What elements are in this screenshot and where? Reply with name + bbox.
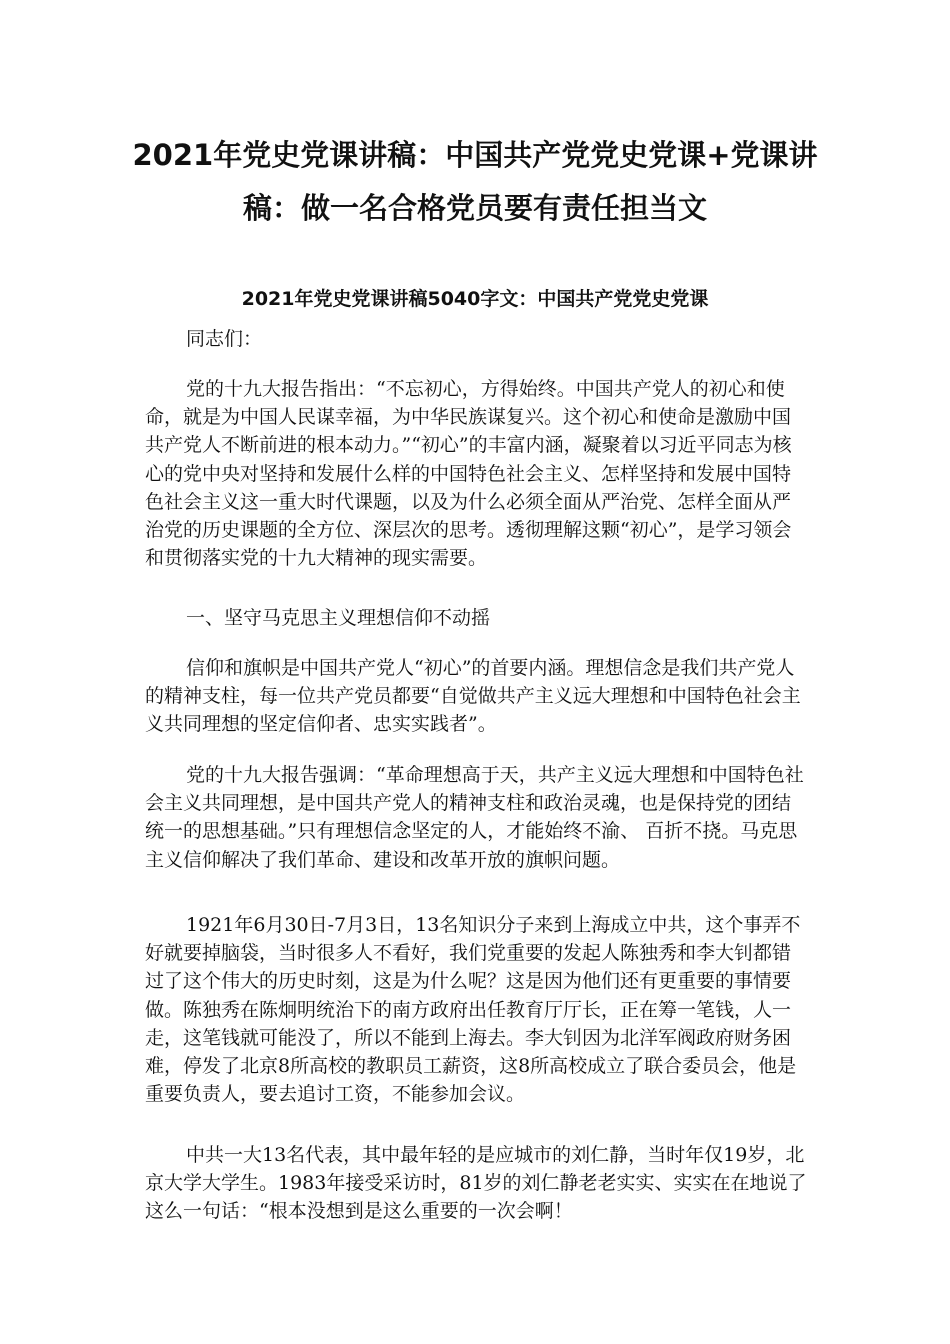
paragraph-1: 党的十九大报告指出：“不忘初心，方得始终。中国共产党人的初心和使命，就是为中国人民谋幸福，为中华民族谋复兴。这个初心和使命是激励中国共产党人不断前进的根本动力。”“初心”的丰富内涵，凝聚着以习近平同志为核心的党中央对坚持和发展什么样的中国特色社会主义、怎样坚持和发展中国特色社会主义这一重大时代课题，以及为什么必须全面从严治党、怎样全面从严治党的历史课题的全方位、深层次的思考。透彻理解这颗“初心”，是学习领会和贯彻落实党的十九大精神的现实需要。 (145, 378, 792, 570)
section-title: 2021年党史党课讲稿5040字文：中国共产党党史党课 (241, 288, 709, 310)
salutation: 同志们： (186, 328, 263, 350)
paragraph-3: 党的十九大报告强调：“革命理想高于天，共产主义远大理想和中国特色社会主义共同理想，是中国共产党人的精神支柱和政治灵魂，也是保持党的团结统一的思想基础。”只有理想信念坚定的人，才能始终不渝、 百折不挠。马克思主义信仰解决了我们革命、建设和改革开放的旗帜问题。 (145, 764, 804, 871)
paragraph-5: 中共一大13名代表，其中最年轻的是应城市的刘仁静，当时年仅19岁，北京大学大学生。1983年接受采访时，81岁的刘仁静老老实实、实实在在地说了这么一句话：“根本没想到是这么重要的一次会啊！ (145, 1144, 807, 1223)
paragraph-4: 1921年6月30日-7月3日，13名知识分子来到上海成立中共，这个事弄不好就要掉脑袋，当时很多人不看好，我们党重要的发起人陈独秀和李大钊都错过了这个伟大的历史时刻，这是为什么呢？这是因为他们还有更重要的事情要做。陈独秀在陈炯明统治下的南方政府出任教育厅厅长，正在筹一笔钱，人一走，这笔钱就可能没了，所以不能到上海去。李大钊因为北洋军阀政府财务困难，停发了北京8所高校的教职员工薪资，这8所高校成立了联合委员会，他是重要负责人，要去追讨工资，不能参加会议。 (145, 914, 801, 1106)
paragraph-2: 信仰和旗帜是中国共产党人“初心”的首要内涵。理想信念是我们共产党人的精神支柱，每一位共产党员都要“自觉做共产主义远大理想和中国特色社会主义共同理想的坚定信仰者、忠实实践者”。 (145, 657, 801, 736)
document-title: 2021年党史党课讲稿：中国共产党党史党课+党课讲稿：做一名合格党员要有责任担当文 (132, 138, 818, 225)
heading-1: 一、坚守马克思主义理想信仰不动摇 (186, 607, 491, 629)
